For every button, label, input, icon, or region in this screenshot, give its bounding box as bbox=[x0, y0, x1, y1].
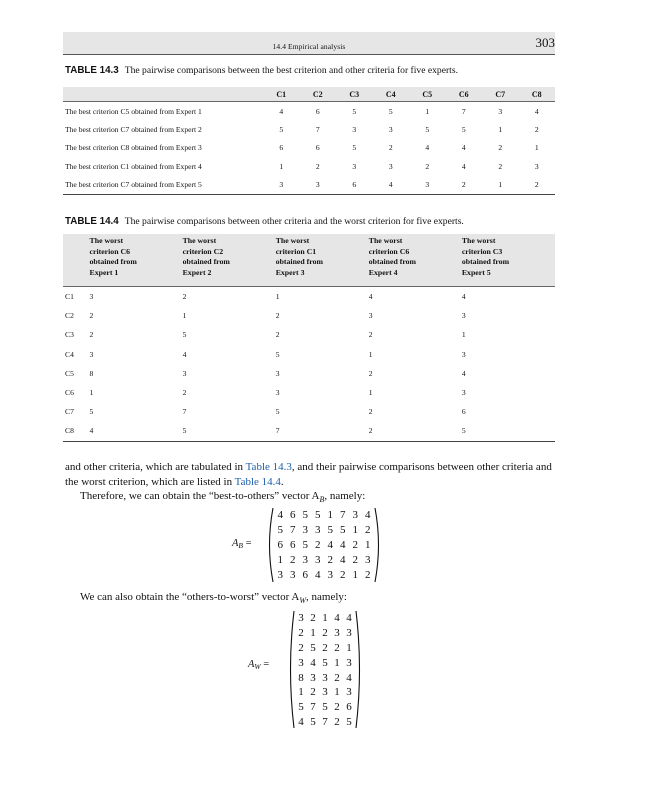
row-label: C1 bbox=[65, 292, 74, 302]
matrix-row bbox=[274, 523, 374, 538]
table-cell: 3 bbox=[461, 388, 466, 398]
table-14-4-corner bbox=[63, 234, 90, 287]
table-cell: 5 bbox=[89, 407, 94, 417]
table-cell: 1 bbox=[534, 143, 539, 153]
matrix-entry: 2 bbox=[340, 568, 346, 581]
paragraph-text: and other criteria, which are tabulated in bbox=[65, 461, 246, 473]
matrix-entry: 5 bbox=[327, 524, 333, 537]
table-cell: 4 bbox=[90, 421, 183, 441]
table-cell: 1 bbox=[482, 176, 519, 195]
table-cell: 1 bbox=[368, 349, 373, 359]
paragraph-tables-reference bbox=[65, 460, 557, 489]
table-cell: 2 bbox=[446, 176, 483, 195]
table-14-3-caption bbox=[65, 65, 458, 76]
matrix-entry: 3 bbox=[290, 568, 296, 581]
table-cell: 2 bbox=[368, 407, 373, 417]
table-cell: 3 bbox=[409, 176, 446, 195]
table-row bbox=[63, 120, 555, 138]
row-label: C4 bbox=[65, 349, 74, 359]
table-cell: 7 bbox=[315, 125, 320, 135]
matrix-entry: 4 bbox=[340, 538, 346, 551]
table-14-3 bbox=[63, 87, 555, 195]
right-bracket bbox=[375, 508, 379, 582]
matrix-entry: 3 bbox=[315, 524, 321, 537]
table-cell: 3 bbox=[368, 311, 373, 321]
table-cell: 5 bbox=[182, 330, 187, 340]
table-cell: 2 bbox=[89, 330, 94, 340]
matrix-entry: 2 bbox=[352, 538, 358, 551]
table-cell: 6 bbox=[279, 143, 284, 153]
matrix-row bbox=[295, 700, 355, 715]
table-cell: 3 bbox=[352, 161, 357, 171]
column-header: C3 bbox=[336, 87, 373, 102]
table-cell: 5 bbox=[275, 407, 280, 417]
table-cell: 3 bbox=[388, 161, 393, 171]
table-cell: 3 bbox=[498, 106, 503, 116]
table-cell: 2 bbox=[388, 143, 393, 153]
matrix-entry: 6 bbox=[290, 509, 296, 522]
subscript: W bbox=[299, 596, 307, 606]
header-line: The worst bbox=[182, 236, 217, 245]
matrix-entry: 3 bbox=[346, 686, 352, 699]
matrix-entry: 3 bbox=[346, 656, 352, 669]
paragraph-best-to-others bbox=[80, 489, 572, 508]
matrix-row bbox=[295, 626, 355, 641]
column-header: C2 bbox=[300, 87, 337, 102]
matrix-row bbox=[295, 655, 355, 670]
header-line: Expert 1 bbox=[89, 267, 119, 277]
table-cell: 4 bbox=[279, 106, 284, 116]
matrix-entry: 2 bbox=[365, 568, 371, 581]
table-14-3-caption-text: The pairwise comparisons between the best criterion and other criteria for five experts. bbox=[124, 65, 458, 76]
table-row bbox=[63, 325, 555, 344]
row-label: C8 bbox=[63, 421, 90, 441]
matrix-entry: 2 bbox=[310, 686, 316, 699]
matrix-entry: 7 bbox=[340, 509, 346, 522]
table-cell: 2 bbox=[498, 143, 503, 153]
matrix-entry: 1 bbox=[352, 524, 358, 537]
column-header bbox=[183, 234, 276, 287]
row-label: C2 bbox=[65, 311, 74, 321]
matrix-entry: 3 bbox=[322, 686, 328, 699]
table-cell: 2 bbox=[89, 311, 94, 321]
table-cell: 6 bbox=[336, 176, 373, 195]
header-line: criterion C2 bbox=[182, 246, 224, 256]
paragraph-text: . bbox=[280, 475, 284, 488]
matrix-entry: 2 bbox=[334, 715, 340, 728]
matrix-entry: 4 bbox=[346, 671, 352, 684]
matrix-entry: 5 bbox=[346, 715, 352, 728]
header-line: Expert 2 bbox=[182, 267, 212, 277]
table-row bbox=[63, 345, 555, 364]
column-header: C1 bbox=[263, 87, 300, 102]
matrix-entry: 1 bbox=[310, 627, 316, 640]
matrix-entry: 7 bbox=[322, 715, 328, 728]
table-row bbox=[63, 402, 555, 421]
table-cell: 5 bbox=[275, 349, 280, 359]
table-cell: 6 bbox=[315, 106, 320, 116]
column-header bbox=[276, 234, 369, 287]
matrix-aw-label bbox=[248, 659, 269, 671]
paragraph-text: , namely: bbox=[306, 591, 347, 603]
header-line: Expert 5 bbox=[461, 267, 491, 277]
header-line: obtained from bbox=[368, 257, 417, 266]
matrix-entry: 5 bbox=[310, 715, 316, 728]
table-row bbox=[63, 139, 555, 157]
matrix-entry: 1 bbox=[365, 538, 371, 551]
matrix-entry: 5 bbox=[277, 524, 283, 537]
matrix-entry: 4 bbox=[277, 509, 283, 522]
table-14-4-header-row bbox=[63, 234, 555, 287]
matrix-entry: 4 bbox=[334, 612, 340, 625]
table-cell: 2 bbox=[498, 161, 503, 171]
table-cell: 4 bbox=[425, 143, 430, 153]
matrix-entry: 1 bbox=[298, 686, 304, 699]
matrix-entry: 4 bbox=[346, 612, 352, 625]
matrix-entry: 2 bbox=[334, 701, 340, 714]
header-line: The worst bbox=[461, 236, 496, 245]
matrix-entry: 6 bbox=[290, 538, 296, 551]
table-cell: 3 bbox=[461, 349, 466, 359]
table-cell: 3 bbox=[263, 176, 300, 195]
left-bracket bbox=[270, 508, 274, 582]
column-header bbox=[369, 234, 462, 287]
table-row bbox=[63, 383, 555, 402]
running-head-title: 14.4 Empirical analysis bbox=[272, 42, 346, 51]
matrix-entry: 3 bbox=[277, 568, 283, 581]
matrix-entries bbox=[295, 611, 355, 729]
table-14-4 bbox=[63, 234, 555, 442]
table-cell: 1 bbox=[461, 330, 466, 340]
running-header bbox=[63, 32, 555, 55]
table-cell: 2 bbox=[275, 311, 280, 321]
matrix-entry: 2 bbox=[327, 553, 333, 566]
column-header: C8 bbox=[519, 87, 556, 102]
row-label: C7 bbox=[65, 407, 74, 417]
matrix-subscript: B bbox=[238, 541, 244, 550]
paragraph-text: Therefore, we can obtain the “best-to-others” vector A bbox=[80, 490, 320, 502]
header-line: obtained from bbox=[182, 257, 230, 266]
table-cell: 3 bbox=[352, 125, 357, 135]
table-14-3-corner bbox=[63, 87, 263, 102]
row-label: C6 bbox=[65, 388, 74, 398]
table-row bbox=[63, 176, 555, 195]
matrix-entry: 2 bbox=[315, 538, 321, 551]
table-cell: 1 bbox=[89, 388, 94, 398]
header-line: The worst bbox=[275, 236, 310, 245]
matrix-entry: 3 bbox=[298, 612, 304, 625]
table-cell: 2 bbox=[315, 161, 320, 171]
matrix-entry: 4 bbox=[340, 553, 346, 566]
matrix-row bbox=[274, 538, 374, 553]
header-line: criterion C6 bbox=[368, 246, 410, 256]
table-cell: 5 bbox=[352, 106, 357, 116]
matrix-entry: 1 bbox=[277, 553, 283, 566]
page-number: 303 bbox=[535, 35, 555, 50]
table-cell: 3 bbox=[182, 368, 187, 378]
matrix-ab-label bbox=[232, 538, 252, 550]
table-cell: 3 bbox=[89, 349, 94, 359]
table-cell: 5 bbox=[462, 421, 555, 441]
matrix-entry: 3 bbox=[302, 553, 308, 566]
table-cell: 3 bbox=[300, 176, 337, 195]
header-line: criterion C1 bbox=[275, 246, 317, 256]
row-label: C3 bbox=[65, 330, 74, 340]
matrix-entry: 5 bbox=[302, 509, 308, 522]
table-cell: 5 bbox=[461, 125, 466, 135]
table-cell: 5 bbox=[279, 125, 284, 135]
table-cell: 3 bbox=[388, 125, 393, 135]
matrix-row bbox=[274, 508, 374, 523]
table-cell: 8 bbox=[89, 368, 94, 378]
matrix-entry: 1 bbox=[346, 641, 352, 654]
matrix-row bbox=[295, 685, 355, 700]
header-line: The worst bbox=[89, 236, 124, 245]
matrix-entry: 7 bbox=[290, 524, 296, 537]
matrix-row bbox=[295, 611, 355, 626]
table-cell: 6 bbox=[315, 143, 320, 153]
column-header: C4 bbox=[373, 87, 410, 102]
header-line: obtained from bbox=[461, 257, 510, 266]
table-cell: 4 bbox=[461, 292, 466, 302]
matrix-row bbox=[295, 715, 355, 730]
matrix-entry: 2 bbox=[298, 641, 304, 654]
table-cell: 4 bbox=[461, 161, 466, 171]
table-row bbox=[63, 306, 555, 325]
matrix-entry: 2 bbox=[334, 641, 340, 654]
table-cell: 2 bbox=[425, 161, 430, 171]
matrix-aw bbox=[287, 610, 363, 729]
matrix-entry: 3 bbox=[302, 524, 308, 537]
header-line: obtained from bbox=[89, 257, 137, 266]
table-cell: 4 bbox=[373, 176, 410, 195]
column-header bbox=[462, 234, 555, 287]
table-cell: 1 bbox=[275, 292, 280, 302]
matrix-entry: 6 bbox=[277, 538, 283, 551]
row-label: The best criterion C7 obtained from Expert 2 bbox=[65, 125, 202, 135]
table-row bbox=[63, 421, 555, 441]
matrix-entry: 2 bbox=[365, 524, 371, 537]
matrix-entry: 2 bbox=[334, 671, 340, 684]
table-cell: 1 bbox=[425, 106, 430, 116]
matrix-entry: 3 bbox=[346, 627, 352, 640]
table-cell: 5 bbox=[388, 106, 393, 116]
table-cell: 1 bbox=[182, 311, 187, 321]
table-row bbox=[63, 287, 555, 307]
table-cell: 3 bbox=[461, 311, 466, 321]
row-label: The best criterion C5 obtained from Expert 1 bbox=[65, 106, 202, 116]
table-cell: 2 bbox=[519, 176, 556, 195]
table-cell: 6 bbox=[461, 407, 466, 417]
table-cell: 3 bbox=[275, 388, 280, 398]
table-cell: 7 bbox=[276, 421, 369, 441]
paragraph-others-to-worst bbox=[80, 590, 572, 609]
table-14-4-caption bbox=[65, 216, 464, 227]
matrix-entry: 4 bbox=[298, 715, 304, 728]
table-14-4-caption-text: The pairwise comparisons between other criteria and the worst criterion for five experts. bbox=[124, 216, 464, 227]
table-cell: 2 bbox=[368, 330, 373, 340]
matrix-entry: 5 bbox=[322, 656, 328, 669]
header-line: obtained from bbox=[275, 257, 323, 266]
matrix-entry: 4 bbox=[310, 656, 316, 669]
table-cell: 4 bbox=[534, 106, 539, 116]
matrix-ab bbox=[266, 507, 382, 583]
matrix-entry: 3 bbox=[322, 671, 328, 684]
table-cell: 1 bbox=[498, 125, 503, 135]
table-cell: 2 bbox=[275, 330, 280, 340]
header-line: Expert 4 bbox=[368, 267, 398, 277]
matrix-entry: 4 bbox=[327, 538, 333, 551]
matrix-entry: 5 bbox=[310, 641, 316, 654]
table-cell: 5 bbox=[352, 143, 357, 153]
header-line: criterion C6 bbox=[89, 246, 131, 256]
table-cell: 4 bbox=[368, 292, 373, 302]
table-cell: 5 bbox=[425, 125, 430, 135]
column-header: C7 bbox=[482, 87, 519, 102]
row-label: The best criterion C8 obtained from Expert 3 bbox=[65, 143, 202, 153]
matrix-entry: 1 bbox=[334, 656, 340, 669]
matrix-entry: 3 bbox=[327, 568, 333, 581]
table-14-4-label: TABLE 14.4 bbox=[65, 216, 119, 227]
matrix-entry: 5 bbox=[302, 538, 308, 551]
table-cell: 3 bbox=[89, 292, 94, 302]
table-row bbox=[63, 157, 555, 175]
column-header bbox=[90, 234, 183, 287]
table-cell: 3 bbox=[534, 161, 539, 171]
matrix-entry: 4 bbox=[365, 509, 371, 522]
table-cell: 1 bbox=[279, 161, 284, 171]
table-cell: 2 bbox=[369, 421, 462, 441]
equals-sign: = bbox=[260, 659, 270, 670]
matrix-entry: 7 bbox=[310, 701, 316, 714]
matrix-entry: 5 bbox=[298, 701, 304, 714]
matrix-entry: 2 bbox=[322, 627, 328, 640]
matrix-name: A bbox=[248, 659, 255, 670]
matrix-entry: 3 bbox=[352, 509, 358, 522]
right-bracket bbox=[356, 611, 360, 728]
table-cell: 1 bbox=[368, 388, 373, 398]
table-14-3-label: TABLE 14.3 bbox=[65, 65, 119, 76]
table-14-3-link[interactable]: Table 14.3 bbox=[245, 461, 292, 473]
matrix-entry: 3 bbox=[298, 656, 304, 669]
matrix-entry: 3 bbox=[365, 553, 371, 566]
matrix-entry: 6 bbox=[302, 568, 308, 581]
left-bracket bbox=[291, 611, 295, 728]
matrix-entry: 5 bbox=[340, 524, 346, 537]
table-14-4-link[interactable]: Table 14.4 bbox=[234, 475, 281, 488]
matrix-entry: 2 bbox=[290, 553, 296, 566]
header-line: The worst bbox=[368, 236, 403, 245]
matrix-entry: 2 bbox=[310, 612, 316, 625]
header-line: Expert 3 bbox=[275, 267, 305, 277]
matrix-entry: 1 bbox=[322, 612, 328, 625]
table-cell: 4 bbox=[461, 143, 466, 153]
matrix-entry: 6 bbox=[346, 701, 352, 714]
matrix-entry: 3 bbox=[310, 671, 316, 684]
table-cell: 2 bbox=[182, 292, 187, 302]
table-cell: 4 bbox=[461, 368, 466, 378]
column-header: C6 bbox=[446, 87, 483, 102]
table-cell: 5 bbox=[183, 421, 276, 441]
matrix-entry: 1 bbox=[352, 568, 358, 581]
matrix-row bbox=[295, 641, 355, 656]
header-line: criterion C3 bbox=[461, 246, 503, 256]
table-row bbox=[63, 102, 555, 121]
matrix-entry: 2 bbox=[352, 553, 358, 566]
matrix-entry: 3 bbox=[334, 627, 340, 640]
table-cell: 7 bbox=[182, 407, 187, 417]
table-cell: 2 bbox=[182, 388, 187, 398]
matrix-entry: 2 bbox=[322, 641, 328, 654]
matrix-row bbox=[274, 552, 374, 567]
matrix-row bbox=[295, 670, 355, 685]
table-row bbox=[63, 364, 555, 383]
row-label: C5 bbox=[65, 368, 74, 378]
matrix-entry: 2 bbox=[298, 627, 304, 640]
equals-sign: = bbox=[243, 538, 252, 549]
matrix-entry: 8 bbox=[298, 671, 304, 684]
row-label: The best criterion C1 obtained from Expert 4 bbox=[65, 161, 202, 171]
row-label: The best criterion C7 obtained from Expert 5 bbox=[63, 176, 263, 195]
matrix-name: A bbox=[232, 538, 239, 549]
table-cell: 2 bbox=[534, 125, 539, 135]
paragraph-text: , and their pairwise comparisons between other criteria and the worst criterion, which are listed in bbox=[65, 461, 552, 488]
matrix-entry: 1 bbox=[334, 686, 340, 699]
paragraph-text: We can also obtain the “others-to-worst” vector A bbox=[80, 591, 300, 603]
matrix-entry: 1 bbox=[327, 509, 333, 522]
matrix-entry: 5 bbox=[315, 509, 321, 522]
matrix-subscript: W bbox=[254, 662, 261, 671]
paragraph-text: , namely: bbox=[324, 490, 366, 502]
table-cell: 4 bbox=[182, 349, 187, 359]
matrix-entry: 3 bbox=[315, 553, 321, 566]
matrix-entry: 5 bbox=[322, 701, 328, 714]
matrix-row bbox=[274, 567, 374, 582]
table-cell: 7 bbox=[461, 106, 466, 116]
column-header: C5 bbox=[409, 87, 446, 102]
table-cell: 3 bbox=[275, 368, 280, 378]
matrix-entries bbox=[274, 508, 374, 582]
matrix-entry: 4 bbox=[315, 568, 321, 581]
table-cell: 2 bbox=[368, 368, 373, 378]
table-14-3-header-row bbox=[63, 87, 555, 102]
subscript: B bbox=[319, 495, 325, 505]
